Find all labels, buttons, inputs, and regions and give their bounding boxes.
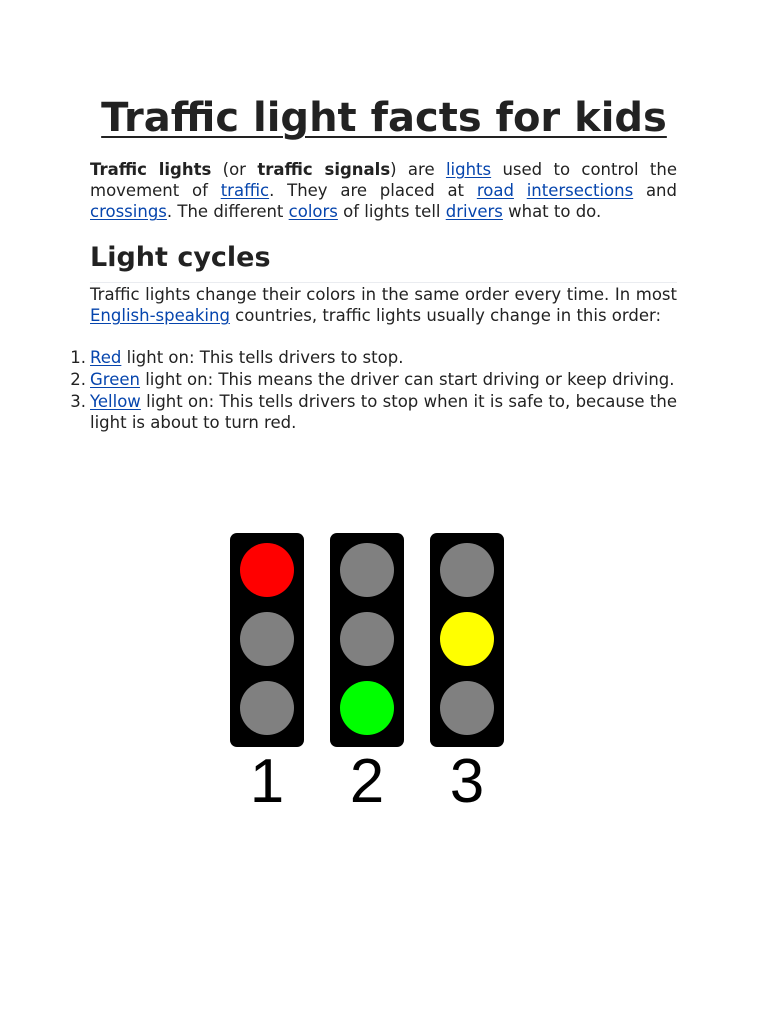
link-crossings[interactable]: crossings xyxy=(90,202,167,222)
link-green[interactable]: Green xyxy=(90,369,140,389)
cycle-intro-paragraph xyxy=(90,284,677,326)
text-span: . They are placed at xyxy=(269,181,477,201)
signal-2-bottom-lamp xyxy=(340,681,394,735)
light-cycle-list xyxy=(70,347,677,434)
text-span: ) are xyxy=(390,160,446,179)
signal-2-middle-lamp xyxy=(340,612,394,666)
text-span: what to do. xyxy=(502,202,602,222)
link-red[interactable]: Red xyxy=(90,348,122,367)
bold-term-traffic-signals: traffic signals xyxy=(257,160,391,179)
intro-paragraph xyxy=(90,159,677,223)
signal-label-3: 3 xyxy=(449,747,485,816)
section-heading-light-cycles: Light cycles xyxy=(90,241,677,283)
list-item xyxy=(70,347,677,368)
link-yellow[interactable]: Yellow xyxy=(90,391,141,411)
link-intersections[interactable]: intersections xyxy=(526,181,634,201)
traffic-signal-2 xyxy=(330,533,404,747)
signal-3-top-lamp xyxy=(440,543,494,597)
text-span: countries, traffic lights usually change in this order: xyxy=(229,306,662,326)
list-item xyxy=(70,369,677,390)
bold-term-traffic-lights: Traffic lights xyxy=(90,160,212,179)
signal-1-top-lamp xyxy=(240,543,294,597)
list-number: 3. xyxy=(70,391,86,411)
link-lights[interactable]: lights xyxy=(445,160,492,179)
list-number: 2. xyxy=(70,369,86,389)
list-item-text: light on: This means the driver can start driving or keep driving. xyxy=(139,369,675,389)
text-span xyxy=(514,181,527,200)
link-traffic[interactable]: traffic xyxy=(220,181,270,201)
signal-1-middle-lamp xyxy=(240,612,294,666)
page-title: Traffic light facts for kids xyxy=(101,95,667,141)
list-number: 1. xyxy=(70,348,86,367)
traffic-signal-1 xyxy=(230,533,304,747)
signal-3-bottom-lamp xyxy=(440,681,494,735)
signal-1-bottom-lamp xyxy=(240,681,294,735)
link-english-speaking[interactable]: English-speaking xyxy=(90,306,230,326)
text-span: of lights tell xyxy=(337,202,446,222)
text-span: (or xyxy=(211,160,258,179)
text-span: used to control the movement of xyxy=(90,160,677,201)
signal-3-middle-lamp xyxy=(440,612,494,666)
list-item xyxy=(70,391,677,433)
signal-label-1: 1 xyxy=(249,747,285,816)
signal-label-2: 2 xyxy=(349,747,385,816)
link-colors[interactable]: colors xyxy=(288,202,338,222)
signal-2-top-lamp xyxy=(340,543,394,597)
traffic-signal-3 xyxy=(430,533,504,747)
text-span: . The different xyxy=(166,202,289,222)
link-drivers[interactable]: drivers xyxy=(445,202,503,222)
link-road[interactable]: road xyxy=(476,181,514,201)
list-item-text: light on: This tells drivers to stop when it is safe to, because the light is about to turn red. xyxy=(90,391,677,432)
text-span: and xyxy=(633,181,677,201)
text-span: Traffic lights change their colors in the same order every time. In most xyxy=(90,285,677,304)
list-item-text: light on: This tells drivers to stop. xyxy=(121,348,404,367)
